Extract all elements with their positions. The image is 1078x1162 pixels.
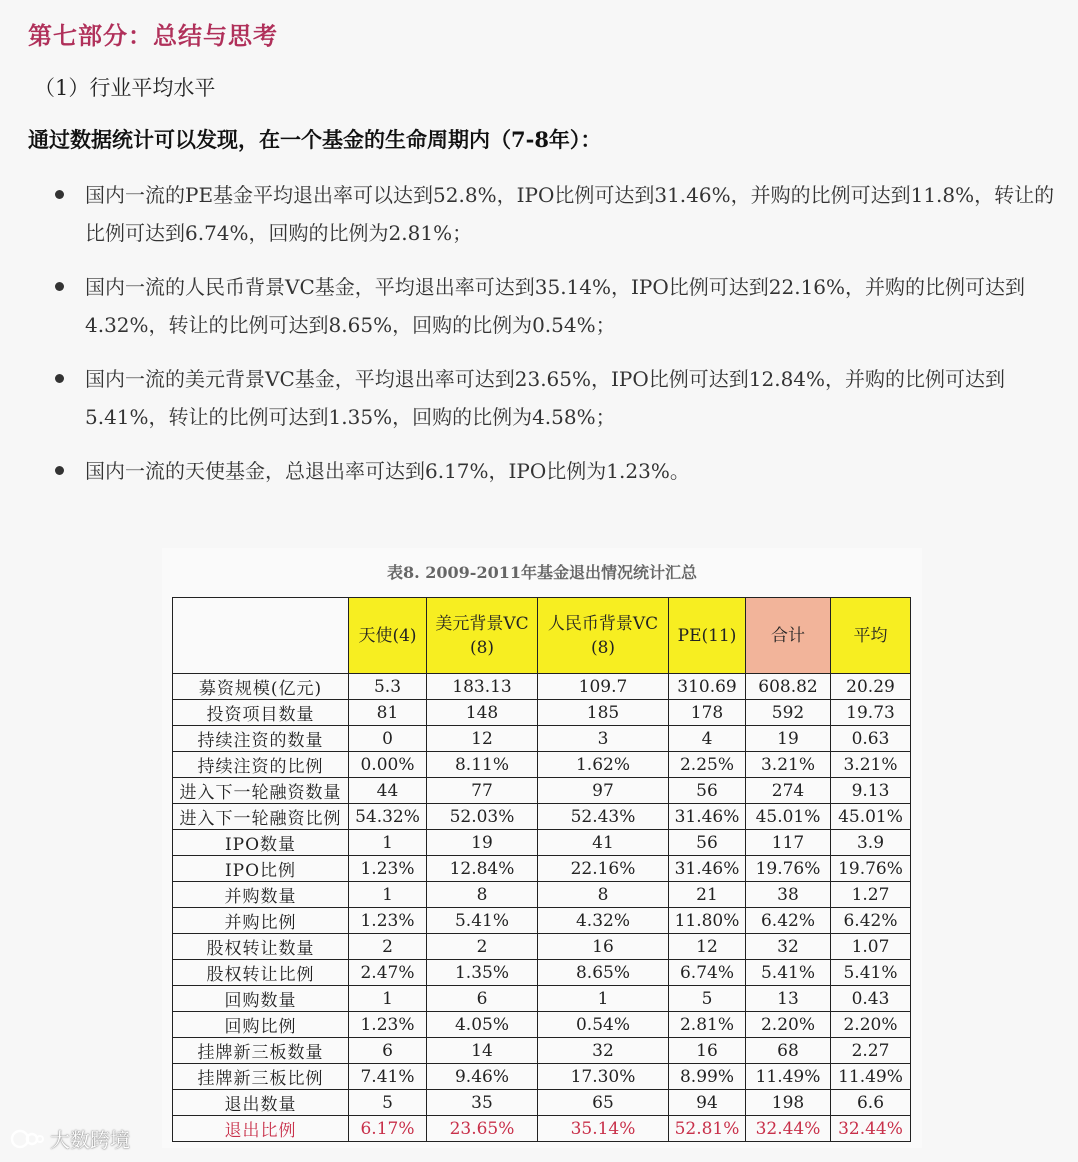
bullet-item (55, 360, 1055, 436)
table-cell: 77 (427, 778, 538, 804)
table-cell: 4.05% (427, 1012, 538, 1038)
fund-exit-table (172, 597, 911, 1142)
table-cell: 19.76% (831, 856, 911, 882)
table-cell: 56 (669, 778, 746, 804)
intro-text: 通过数据统计可以发现，在一个基金的生命周期内（7-8年）： (28, 127, 602, 152)
table-cell: 3.21% (831, 752, 911, 778)
table-cell: 1.23% (349, 856, 427, 882)
row-label: 进入下一轮融资数量 (173, 778, 349, 804)
table-row (173, 726, 911, 752)
row-label: 股权转让比例 (173, 960, 349, 986)
table-cell: 2.20% (831, 1012, 911, 1038)
bullet-text: 国内一流的天使基金，总退出率可达到6.17%，IPO比例为1.23%。 (85, 459, 690, 483)
table-cell: 19 (427, 830, 538, 856)
row-label: 回购数量 (173, 986, 349, 1012)
table-row (173, 856, 911, 882)
row-label: 挂牌新三板数量 (173, 1038, 349, 1064)
table-cell: 11.49% (746, 1064, 831, 1090)
row-label: 挂牌新三板比例 (173, 1064, 349, 1090)
table-cell: 52.43% (538, 804, 669, 830)
table-cell: 592 (746, 700, 831, 726)
bullet-text: 国内一流的美元背景VC基金，平均退出率可达到23.65%，IPO比例可达到12.84%，并购的比例可达到5.41%，转让的比例可达到1.35%，回购的比例为4.58%； (85, 367, 1006, 429)
table-cell: 32.44% (746, 1116, 831, 1142)
table-row (173, 1064, 911, 1090)
bullet-text: 国内一流的人民币背景VC基金，平均退出率可达到35.14%，IPO比例可达到22.16%，并购的比例可达到4.32%，转让的比例可达到8.65%，回购的比例为0.54%； (85, 275, 1026, 337)
table-cell: 11.49% (831, 1064, 911, 1090)
table-cell: 19 (746, 726, 831, 752)
row-label: 进入下一轮融资比例 (173, 804, 349, 830)
table-cell: 4 (669, 726, 746, 752)
table-cell: 1.62% (538, 752, 669, 778)
table-cell: 5.41% (427, 908, 538, 934)
table-cell: 6.6 (831, 1090, 911, 1116)
table-cell: 38 (746, 882, 831, 908)
table-row (173, 752, 911, 778)
table-row (173, 986, 911, 1012)
table-cell: 2 (349, 934, 427, 960)
watermark (10, 1124, 130, 1153)
table-cell: 97 (538, 778, 669, 804)
table-cell: 7.41% (349, 1064, 427, 1090)
row-label: 退出比例 (173, 1116, 349, 1142)
table-cell: 65 (538, 1090, 669, 1116)
table-cell: 608.82 (746, 674, 831, 700)
table-row (173, 1012, 911, 1038)
table-cell: 117 (746, 830, 831, 856)
table-row (173, 830, 911, 856)
table-cell: 35.14% (538, 1116, 669, 1142)
table-cell: 0.00% (349, 752, 427, 778)
table-cell: 52.03% (427, 804, 538, 830)
row-label: 投资项目数量 (173, 700, 349, 726)
table-cell: 8 (538, 882, 669, 908)
header-pe: PE(11) (669, 598, 746, 674)
sub-title: （1）行业平均水平 (34, 76, 216, 100)
row-label: 持续注资的比例 (173, 752, 349, 778)
table-cell: 14 (427, 1038, 538, 1064)
table-cell: 6.17% (349, 1116, 427, 1142)
table-cell: 1.07 (831, 934, 911, 960)
row-label: IPO比例 (173, 856, 349, 882)
table-cell: 32.44% (831, 1116, 911, 1142)
header-angel: 天使(4) (349, 598, 427, 674)
table-cell: 54.32% (349, 804, 427, 830)
section-title: 第七部分：总结与思考 (28, 21, 278, 50)
table-cell: 1.23% (349, 908, 427, 934)
table-cell: 8.65% (538, 960, 669, 986)
table-cell: 9.46% (427, 1064, 538, 1090)
table-cell: 45.01% (831, 804, 911, 830)
table-cell: 4.32% (538, 908, 669, 934)
header-rmb-vc: 人民币背景VC (8) (538, 598, 669, 674)
table-cell: 5.3 (349, 674, 427, 700)
row-label: 股权转让数量 (173, 934, 349, 960)
table-cell: 1.35% (427, 960, 538, 986)
table-row (173, 934, 911, 960)
bullet-text: 国内一流的PE基金平均退出率可以达到52.8%，IPO比例可达到31.46%，并购的比例可达到11.8%，转让的比例可达到6.74%，回购的比例为2.81%； (85, 183, 1055, 245)
table-cell: 2.25% (669, 752, 746, 778)
table-cell: 3.21% (746, 752, 831, 778)
table-cell: 1 (349, 882, 427, 908)
table-cell: 2.20% (746, 1012, 831, 1038)
table-row (173, 882, 911, 908)
row-label: 并购数量 (173, 882, 349, 908)
table-cell: 274 (746, 778, 831, 804)
header-total: 合计 (746, 598, 831, 674)
header-usd-vc: 美元背景VC (8) (427, 598, 538, 674)
table-cell: 35 (427, 1090, 538, 1116)
bullet-item (55, 268, 1055, 344)
table-cell: 20.29 (831, 674, 911, 700)
table-row (173, 778, 911, 804)
bullet-dot-icon (55, 374, 64, 383)
table-cell: 1.27 (831, 882, 911, 908)
table-cell: 12 (669, 934, 746, 960)
row-label: IPO数量 (173, 830, 349, 856)
table-cell: 185 (538, 700, 669, 726)
table-cell: 5.41% (831, 960, 911, 986)
table-cell: 6 (349, 1038, 427, 1064)
bullet-list (55, 176, 1055, 506)
table-cell: 3 (538, 726, 669, 752)
table-cell: 31.46% (669, 856, 746, 882)
table-row (173, 960, 911, 986)
table-cell: 6.42% (746, 908, 831, 934)
table-cell: 12.84% (427, 856, 538, 882)
watermark-logo-icon (10, 1128, 44, 1150)
bullet-dot-icon (55, 282, 64, 291)
table-cell: 0.54% (538, 1012, 669, 1038)
table-cell: 31.46% (669, 804, 746, 830)
table-cell: 94 (669, 1090, 746, 1116)
table-cell: 5 (349, 1090, 427, 1116)
table-cell: 1 (349, 830, 427, 856)
table-cell: 17.30% (538, 1064, 669, 1090)
table-cell: 19.76% (746, 856, 831, 882)
table-cell: 3.9 (831, 830, 911, 856)
row-label: 募资规模(亿元) (173, 674, 349, 700)
table-row (173, 1116, 911, 1142)
table-header-row (173, 598, 911, 674)
table-row (173, 1090, 911, 1116)
table-row (173, 700, 911, 726)
bullet-item (55, 452, 1055, 490)
table-row (173, 908, 911, 934)
table-cell: 44 (349, 778, 427, 804)
row-label: 退出数量 (173, 1090, 349, 1116)
table-cell: 178 (669, 700, 746, 726)
table-cell: 183.13 (427, 674, 538, 700)
table-cell: 6.74% (669, 960, 746, 986)
table-cell: 2.81% (669, 1012, 746, 1038)
table-cell: 5 (669, 986, 746, 1012)
table-cell: 198 (746, 1090, 831, 1116)
table-cell: 2.27 (831, 1038, 911, 1064)
table-cell: 32 (746, 934, 831, 960)
table-cell: 41 (538, 830, 669, 856)
table-cell: 8.11% (427, 752, 538, 778)
table-cell: 2.47% (349, 960, 427, 986)
table-cell: 19.73 (831, 700, 911, 726)
row-label: 持续注资的数量 (173, 726, 349, 752)
table-cell: 0.43 (831, 986, 911, 1012)
watermark-text: 大数跨境 (50, 1128, 130, 1152)
table-cell: 12 (427, 726, 538, 752)
row-label: 回购比例 (173, 1012, 349, 1038)
table-cell: 6.42% (831, 908, 911, 934)
table-cell: 6 (427, 986, 538, 1012)
table-cell: 1 (349, 986, 427, 1012)
table-cell: 8 (427, 882, 538, 908)
table-cell: 5.41% (746, 960, 831, 986)
table-cell: 1 (538, 986, 669, 1012)
header-average: 平均 (831, 598, 911, 674)
table-cell: 11.80% (669, 908, 746, 934)
table-cell: 45.01% (746, 804, 831, 830)
row-label: 并购比例 (173, 908, 349, 934)
table-cell: 1.23% (349, 1012, 427, 1038)
bullet-dot-icon (55, 466, 64, 475)
table-cell: 68 (746, 1038, 831, 1064)
table-cell: 8.99% (669, 1064, 746, 1090)
table-cell: 21 (669, 882, 746, 908)
table-cell: 22.16% (538, 856, 669, 882)
table-cell: 148 (427, 700, 538, 726)
table-caption: 表8. 2009-2011年基金退出情况统计汇总 (387, 563, 697, 582)
table-body (173, 674, 911, 1142)
table-cell: 2 (427, 934, 538, 960)
table-row (173, 674, 911, 700)
bullet-item (55, 176, 1055, 252)
bullet-dot-icon (55, 190, 64, 199)
table-cell: 109.7 (538, 674, 669, 700)
table-cell: 52.81% (669, 1116, 746, 1142)
table-cell: 9.13 (831, 778, 911, 804)
table-cell: 16 (538, 934, 669, 960)
table-row (173, 1038, 911, 1064)
table-cell: 310.69 (669, 674, 746, 700)
header-corner (173, 598, 349, 674)
table-cell: 23.65% (427, 1116, 538, 1142)
table-row (173, 804, 911, 830)
table-cell: 16 (669, 1038, 746, 1064)
table-cell: 13 (746, 986, 831, 1012)
table-cell: 81 (349, 700, 427, 726)
table-cell: 32 (538, 1038, 669, 1064)
table-cell: 0 (349, 726, 427, 752)
table-cell: 0.63 (831, 726, 911, 752)
table-cell: 56 (669, 830, 746, 856)
